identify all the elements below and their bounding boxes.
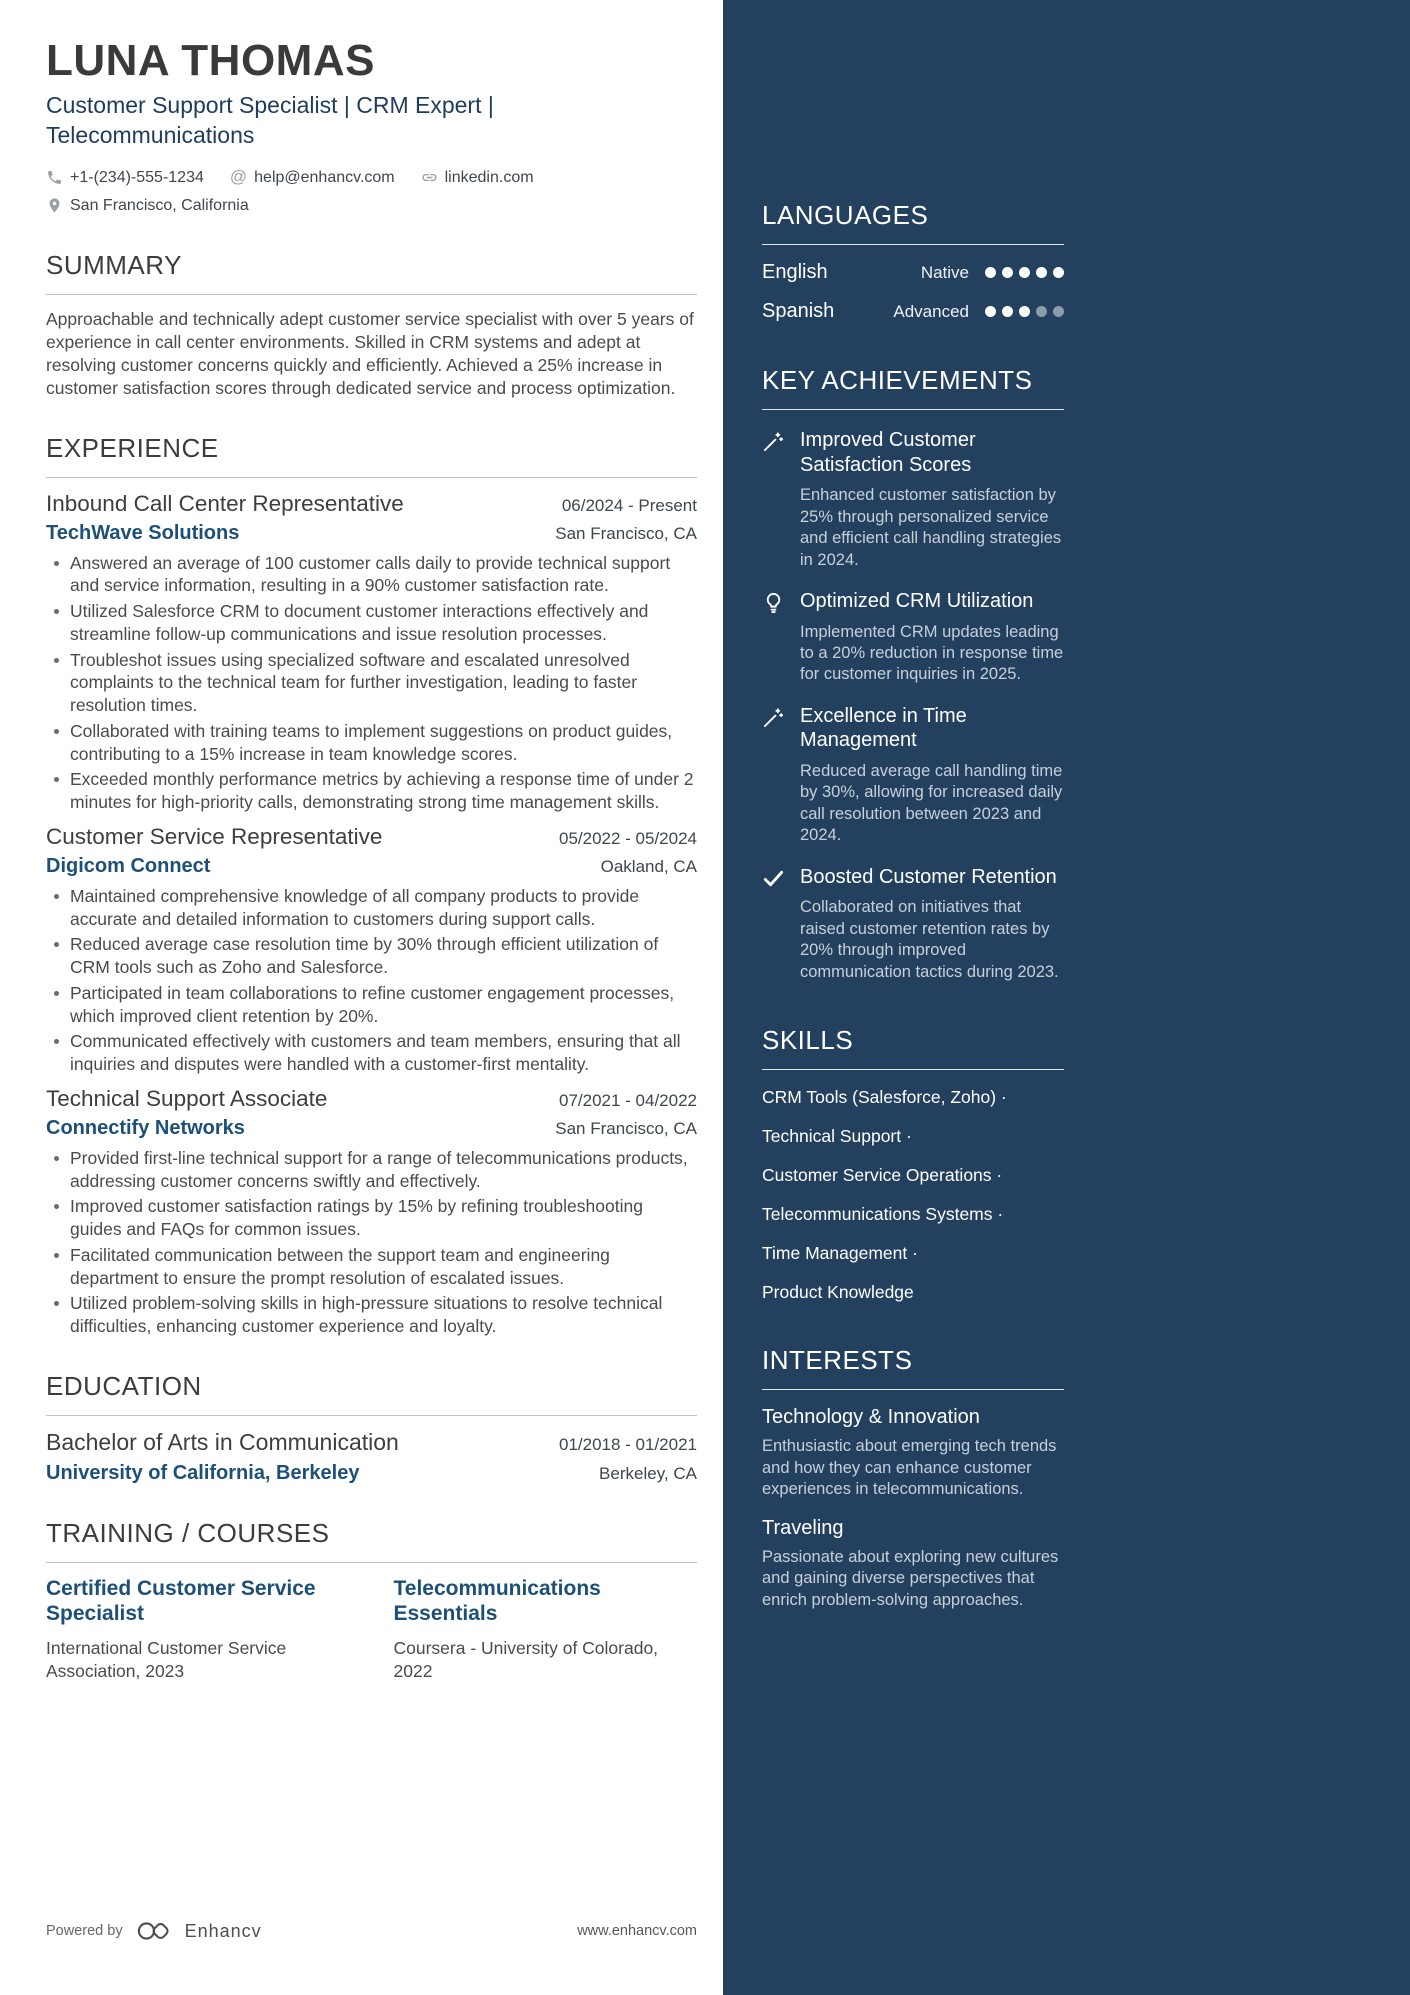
contact-info <box>46 165 697 217</box>
experience-heading: EXPERIENCE <box>46 433 697 478</box>
proficiency-dot-filled <box>1053 267 1064 278</box>
achievement-text: Enhanced customer satisfaction by 25% through personalized service and efficient call handling strategies in 2024. <box>800 486 1062 569</box>
company-name: Connectify Networks <box>46 1116 245 1139</box>
interest-title: Traveling <box>762 1516 844 1539</box>
company-name: Digicom Connect <box>46 854 211 877</box>
school-location: Berkeley, CA <box>599 1463 697 1483</box>
bullet-item: Improved customer satisfaction ratings by 15% by refining troubleshooting guides and FAQs for common issues. <box>46 1195 697 1241</box>
page-footer <box>46 1919 697 1943</box>
job-bullets <box>46 1147 697 1338</box>
experience-section <box>46 433 697 1338</box>
job-dates: 07/2021 - 04/2022 <box>558 1090 697 1110</box>
achievement-text: Reduced average call handling time by 30%, allowing for increased daily call resolution between 2023 and 2024. <box>800 762 1063 845</box>
job-location: Oakland, CA <box>600 856 697 876</box>
bullet-item: Collaborated with training teams to implement suggestions on product guides, contributing to a 15% increase in team knowledge scores. <box>46 720 697 766</box>
phone-icon <box>46 169 63 186</box>
achievement-text: Collaborated on initiatives that raised customer retention rates by 20% through improved communication tactics during 2023. <box>800 898 1059 981</box>
education-section <box>46 1371 697 1485</box>
training-heading: TRAINING / COURSES <box>46 1518 697 1563</box>
proficiency-dot-filled <box>985 267 996 278</box>
job-location: San Francisco, CA <box>555 523 697 543</box>
summary-section <box>46 250 697 400</box>
degree-title: Bachelor of Arts in Communication <box>46 1428 399 1455</box>
email-link[interactable] <box>230 165 395 190</box>
language-proficiency-dots <box>985 267 1064 278</box>
proficiency-dot-filled <box>1036 267 1047 278</box>
linkedin-link[interactable] <box>421 166 534 189</box>
achievement-entry <box>762 428 1064 571</box>
achievement-title: Excellence in Time Management <box>800 704 967 752</box>
interests-section <box>762 1345 1064 1611</box>
job-title: Technical Support Associate <box>46 1085 328 1111</box>
skill-item: Product Knowledge <box>762 1281 914 1302</box>
proficiency-dot-empty <box>1036 306 1047 317</box>
language-level: Advanced <box>893 301 969 321</box>
link-icon <box>421 169 438 186</box>
proficiency-dot-filled <box>1019 306 1030 317</box>
lightbulb-icon <box>762 589 788 686</box>
skill-item: Telecommunications Systems · <box>762 1204 1064 1226</box>
skill-item: Customer Service Operations · <box>762 1165 1064 1187</box>
skill-item: CRM Tools (Salesforce, Zoho) · <box>762 1087 1064 1109</box>
bullet-item: Exceeded monthly performance metrics by achieving a response time of under 2 minutes for high-priority calls, demonstrating strong time management skills. <box>46 768 697 814</box>
course-title: Telecommunications Essentials <box>393 1576 601 1626</box>
school-name: University of California, Berkeley <box>46 1461 360 1484</box>
bullet-item: Answered an average of 100 customer calls daily to provide technical support and service information, resulting in a 90% customer satisfaction rate. <box>46 552 697 598</box>
course-title: Certified Customer Service Specialist <box>46 1576 316 1626</box>
bullet-item: Provided first-line technical support for a range of telecommunications products, addressing customer concerns swiftly and effectively. <box>46 1147 697 1193</box>
interest-text: Enthusiastic about emerging tech trends and how they can enhance customer experiences in telecommunications. <box>762 1437 1057 1499</box>
company-name: TechWave Solutions <box>46 521 240 544</box>
headline-title: Customer Support Specialist | CRM Expert | Telecommunications <box>46 92 494 148</box>
course-entry <box>46 1576 350 1683</box>
language-name: Spanish <box>762 300 835 322</box>
phone-link[interactable] <box>46 166 204 189</box>
resume-header <box>46 38 697 217</box>
language-row <box>762 261 1064 284</box>
bullet-item: Utilized problem-solving skills in high-pressure situations to resolve technical difficulties, enhancing customer experience and loyalty. <box>46 1292 697 1338</box>
experience-entry <box>46 491 697 814</box>
course-provider: International Customer Service Association, 2023 <box>46 1638 287 1681</box>
skill-item: Technical Support · <box>762 1126 1064 1148</box>
achievement-entry <box>762 589 1064 686</box>
training-section <box>46 1518 697 1683</box>
language-proficiency-dots <box>985 306 1064 317</box>
footer-website[interactable]: www.enhancv.com <box>577 1923 697 1939</box>
achievements-section <box>762 365 1064 983</box>
proficiency-dot-filled <box>985 306 996 317</box>
skill-item: Time Management · <box>762 1243 1064 1265</box>
brand-name[interactable]: Enhancv <box>184 1920 262 1941</box>
interest-title: Technology & Innovation <box>762 1406 980 1429</box>
languages-heading: LANGUAGES <box>762 200 1064 245</box>
job-location: San Francisco, CA <box>555 1118 697 1138</box>
magic-wand-icon <box>762 428 788 571</box>
summary-heading: SUMMARY <box>46 250 697 295</box>
achievement-entry <box>762 704 1064 847</box>
summary-text: Approachable and technically adept customer service specialist with over 5 years of experience in call center environments. Skilled in CRM systems and adept at resolving customer concerns quickly and efficiently. Achieved a 25% increase in customer satisfaction scores through dedicated service and process optimization. <box>46 308 694 398</box>
experience-entry <box>46 824 697 1076</box>
achievements-heading: KEY ACHIEVEMENTS <box>762 365 1064 410</box>
achievement-title: Improved Customer Satisfaction Scores <box>800 429 976 476</box>
education-heading: EDUCATION <box>46 1371 697 1416</box>
location-text: San Francisco, California <box>70 196 249 214</box>
proficiency-dot-filled <box>1002 306 1013 317</box>
bullet-item: Reduced average case resolution time by 30% through efficient utilization of CRM tools such as Zoho and Salesforce. <box>46 933 697 979</box>
experience-entry <box>46 1086 697 1338</box>
skills-heading: SKILLS <box>762 1025 1064 1070</box>
sidebar <box>723 0 1410 1995</box>
course-entry <box>394 1576 698 1683</box>
bullet-item: Troubleshot issues using specialized software and escalated unresolved complaints to the technical team for further investigation, leading to faster resolution times. <box>46 649 697 717</box>
education-dates: 01/2018 - 01/2021 <box>558 1434 697 1454</box>
proficiency-dot-empty <box>1053 306 1064 317</box>
proficiency-dot-filled <box>1019 267 1030 278</box>
powered-by <box>46 1919 262 1943</box>
bullet-item: Participated in team collaborations to refine customer engagement processes, which improved client retention by 20%. <box>46 982 697 1028</box>
job-bullets <box>46 885 697 1076</box>
job-title: Customer Service Representative <box>46 823 383 849</box>
at-icon: @ <box>229 167 248 187</box>
job-dates: 06/2024 - Present <box>561 495 697 515</box>
achievement-title: Boosted Customer Retention <box>800 865 1057 888</box>
enhancv-logo-icon <box>137 1919 171 1943</box>
bullet-item: Facilitated communication between the support team and engineering department to ensure the prompt resolution of escalated issues. <box>46 1244 697 1290</box>
phone-number: +1-(234)-555-1234 <box>70 168 204 186</box>
language-row <box>762 300 1064 323</box>
bullet-item: Maintained comprehensive knowledge of all company products to provide accurate and detailed information to customers during support calls. <box>46 885 697 931</box>
magic-wand-icon <box>762 704 788 847</box>
location-item <box>46 194 249 217</box>
email-address: help@enhancv.com <box>254 168 395 186</box>
language-level: Native <box>920 262 969 282</box>
proficiency-dot-filled <box>1002 267 1013 278</box>
achievement-entry <box>762 865 1064 983</box>
job-dates: 05/2022 - 05/2024 <box>558 828 697 848</box>
interests-heading: INTERESTS <box>762 1345 1064 1390</box>
interest-text: Passionate about exploring new cultures and gaining diverse perspectives that enrich problem-solving approaches. <box>762 1547 1059 1609</box>
course-provider: Coursera - University of Colorado, 2022 <box>393 1638 659 1681</box>
achievement-text: Implemented CRM updates leading to a 20% reduction in response time for customer inquiries in 2025. <box>800 622 1064 684</box>
achievement-title: Optimized CRM Utilization <box>800 589 1034 612</box>
location-pin-icon <box>46 197 63 214</box>
powered-by-label: Powered by <box>46 1923 123 1939</box>
person-name: LUNA THOMAS <box>46 36 375 85</box>
checkmark-icon <box>762 865 788 983</box>
job-title: Inbound Call Center Representative <box>46 490 404 516</box>
interest-entry <box>762 1517 1064 1611</box>
language-name: English <box>762 261 828 283</box>
linkedin-url: linkedin.com <box>444 168 534 186</box>
interest-entry <box>762 1406 1064 1500</box>
job-bullets <box>46 552 697 814</box>
skills-section <box>762 1025 1064 1303</box>
bullet-item: Utilized Salesforce CRM to document customer interactions effectively and streamline follow-up communications and issue resolution processes. <box>46 600 697 646</box>
bullet-item: Communicated effectively with customers and team members, ensuring that all inquiries and disputes were handled with a customer-first mentality. <box>46 1030 697 1076</box>
languages-section <box>762 200 1064 323</box>
